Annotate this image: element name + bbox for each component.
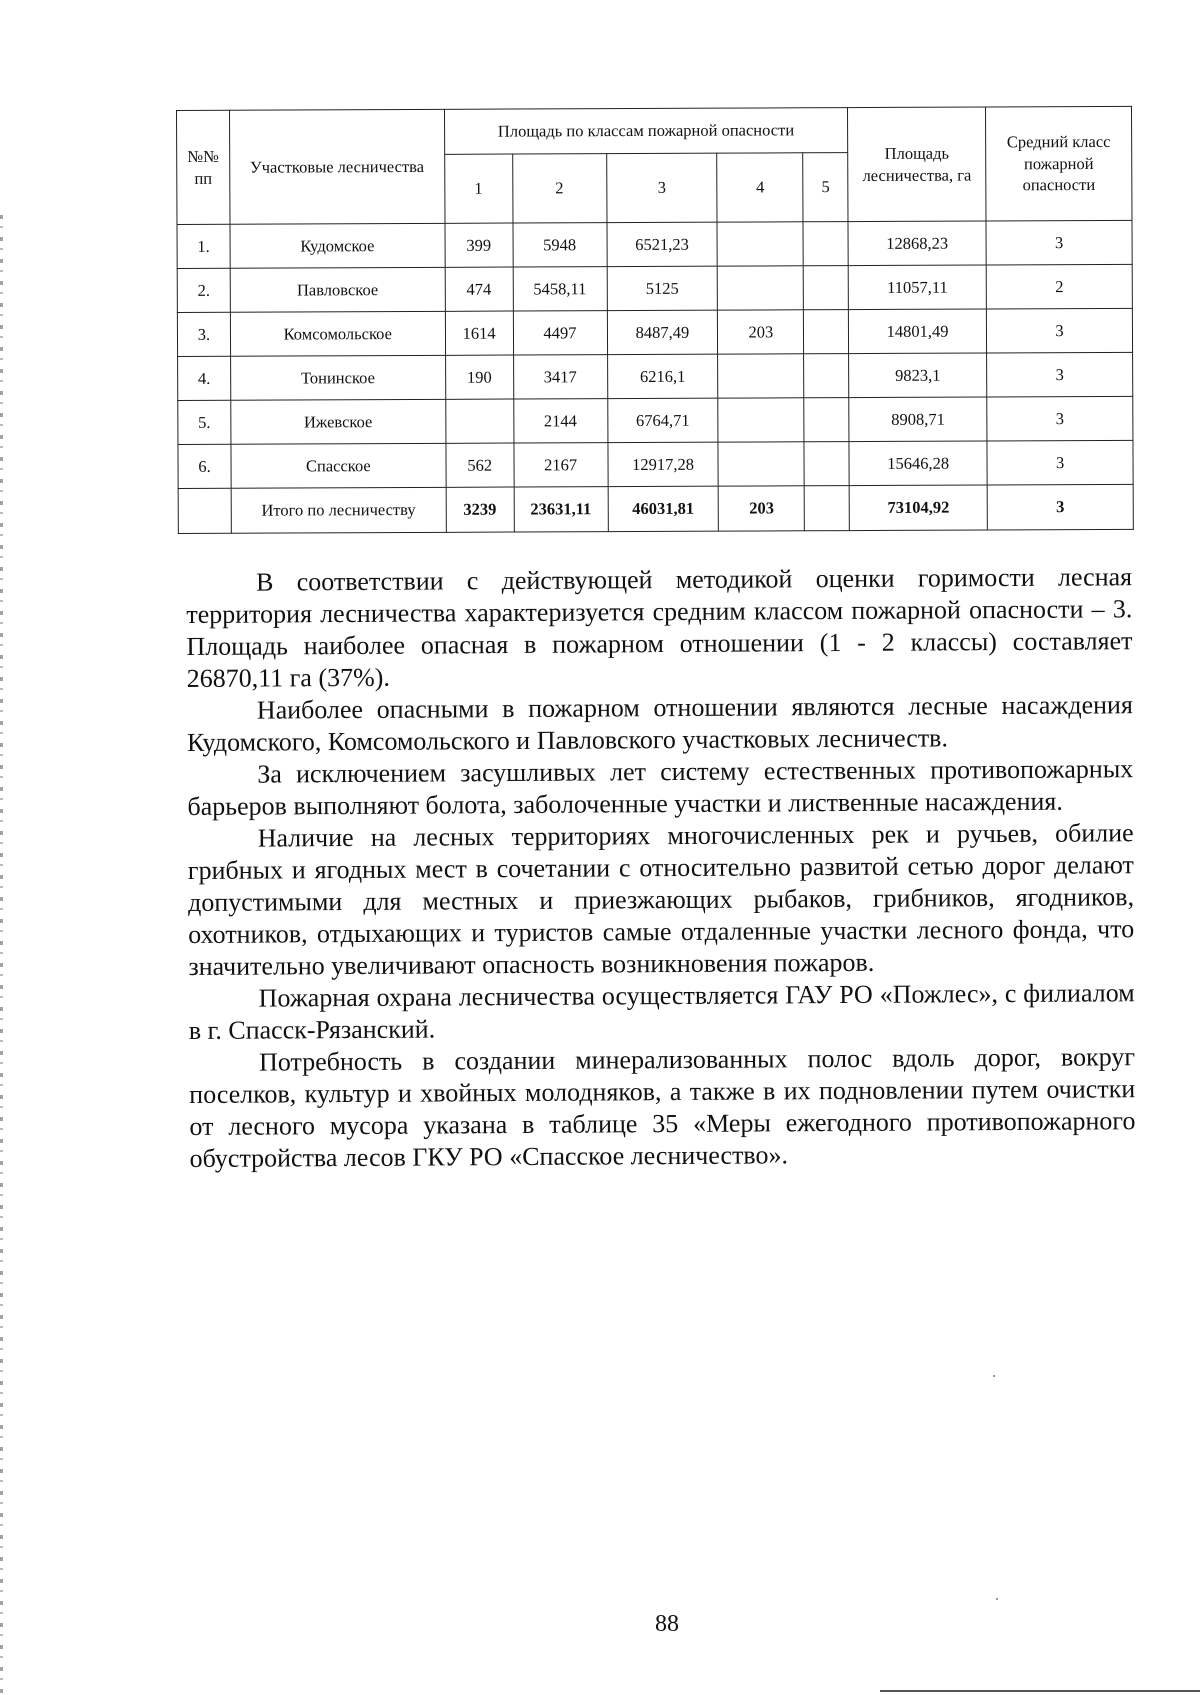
header-num: №№ пп <box>177 110 230 224</box>
table-total-row <box>178 484 1133 533</box>
cell-class-2: 5948 <box>513 223 607 267</box>
cell-name: Спасское <box>231 443 446 488</box>
header-name: Участковые лесничества <box>229 109 444 224</box>
paragraph: Наиболее опасными в пожарном отношении являются лесные насаждения Кудомского, Комсомольского и Павловского участковых лесничеств. <box>186 690 1133 757</box>
total-class-1: 3239 <box>446 487 514 532</box>
header-class-4: 4 <box>717 153 803 222</box>
total-class-3: 46031,81 <box>608 486 719 531</box>
cell-class-4 <box>717 222 803 266</box>
total-class-2: 23631,11 <box>514 487 608 532</box>
cell-class-1: 190 <box>445 355 513 399</box>
table-row <box>178 352 1133 400</box>
cell-class-4 <box>718 442 804 486</box>
paragraph: Наличие на лесных территориях многочисленных рек и ручьев, обилие грибных и ягодных мест в сочетании с относительно развитой сетью дорог делают допустимыми для местных и приезжающих рыбаков, грибников, ягодников, охотников, отдыхающих и туристов самые отдаленные участки лесного фонда, что значительно увеличивают опасность возникновения пожаров. <box>187 818 1135 981</box>
cell-avg: 3 <box>987 396 1133 441</box>
table-row <box>177 220 1132 268</box>
cell-class-4 <box>718 398 804 442</box>
cell-name: Тонинское <box>230 355 445 400</box>
total-avg: 3 <box>987 484 1133 530</box>
cell-avg: 3 <box>987 440 1133 485</box>
total-class-5 <box>804 486 849 531</box>
cell-avg: 3 <box>986 220 1132 265</box>
total-num <box>178 488 231 533</box>
scan-speck <box>996 1598 998 1600</box>
cell-class-2: 5458,11 <box>513 267 607 311</box>
total-label: Итого по лесничеству <box>231 487 446 533</box>
table-header-row <box>177 106 1132 155</box>
scan-edge-artifact <box>0 215 3 1695</box>
header-classes-group: Площадь по классам пожарной опасности <box>444 108 848 155</box>
cell-class-1: 1614 <box>445 311 513 355</box>
page-number: 88 <box>655 1611 679 1637</box>
cell-avg: 3 <box>987 352 1133 397</box>
cell-name: Кудомское <box>230 223 445 268</box>
cell-area: 8908,71 <box>849 397 987 442</box>
total-area: 73104,92 <box>849 485 987 531</box>
cell-class-5 <box>803 266 848 310</box>
cell-avg: 3 <box>986 308 1132 353</box>
scan-bottom-edge <box>880 1690 1200 1692</box>
header-class-5: 5 <box>803 153 848 222</box>
cell-num: 3. <box>177 312 230 356</box>
paragraph: В соответствии с действующей методикой оценки горимости лесная территория лесничества характеризуется средним классом пожарной опасности – 3. Площадь наиболее опасная в пожарном отношении (1 - 2 классы) составляет 26870,11 га (37%). <box>186 562 1133 693</box>
table-row <box>177 264 1132 312</box>
cell-num: 2. <box>177 268 230 312</box>
cell-class-1 <box>445 399 513 443</box>
paragraph: За исключением засушливых лет систему естественных противопожарных барьеров выполняют болота, заболоченные участки и лиственные насаждения. <box>187 754 1134 821</box>
cell-class-3: 6216,1 <box>607 354 718 398</box>
cell-class-1: 474 <box>445 267 513 311</box>
cell-class-3: 6764,71 <box>607 398 718 442</box>
cell-num: 6. <box>178 444 231 488</box>
cell-class-5 <box>803 222 848 266</box>
cell-class-4 <box>718 354 804 398</box>
cell-area: 11057,11 <box>848 265 986 310</box>
table-row <box>178 396 1133 444</box>
cell-num: 4. <box>178 356 231 400</box>
cell-class-2: 2167 <box>514 443 608 487</box>
cell-name: Ижевское <box>231 399 446 444</box>
cell-class-3: 5125 <box>607 266 718 310</box>
cell-num: 1. <box>177 224 230 268</box>
cell-num: 5. <box>178 400 231 444</box>
scan-speck <box>993 1375 995 1377</box>
table-row <box>178 440 1133 488</box>
cell-class-5 <box>804 442 849 486</box>
cell-class-2: 4497 <box>513 311 607 355</box>
cell-area: 9823,1 <box>849 353 987 398</box>
cell-class-2: 2144 <box>513 399 607 443</box>
cell-class-3: 8487,49 <box>607 310 718 354</box>
total-class-4: 203 <box>719 486 805 531</box>
cell-class-2: 3417 <box>513 355 607 399</box>
header-class-2: 2 <box>512 154 606 223</box>
cell-name: Павловское <box>230 267 445 312</box>
cell-class-3: 12917,28 <box>607 442 718 486</box>
cell-class-1: 399 <box>445 223 513 267</box>
paragraph: Пожарная охрана лесничества осуществляется ГАУ РО «Пожлес», с филиалом в г. Спасск-Рязанский. <box>188 978 1135 1045</box>
cell-avg: 2 <box>986 264 1132 309</box>
cell-area: 14801,49 <box>849 309 987 354</box>
cell-class-1: 562 <box>446 443 514 487</box>
header-avg-class: Средний класс пожарной опасности <box>986 106 1132 221</box>
body-text <box>186 561 1136 1175</box>
header-class-3: 3 <box>606 153 717 222</box>
cell-class-5 <box>804 310 849 354</box>
cell-class-5 <box>804 354 849 398</box>
cell-area: 15646,28 <box>849 441 987 486</box>
header-area: Площадь лесничества, га <box>848 107 986 222</box>
cell-class-4 <box>718 266 804 310</box>
table-row <box>177 308 1132 356</box>
cell-area: 12868,23 <box>848 221 986 266</box>
paragraph: Потребность в создании минерализованных полос вдоль дорог, вокруг поселков, культур и хвойных молодняков, а также в их подновлении путем очистки от лесного мусора указана в таблице 35 «Меры ежегодного противопожарного обустройства лесов ГКУ РО «Спасское лесничество». <box>189 1042 1136 1173</box>
cell-name: Комсомольское <box>230 311 445 356</box>
cell-class-5 <box>804 398 849 442</box>
cell-class-4: 203 <box>718 310 804 354</box>
cell-class-3: 6521,23 <box>607 222 718 266</box>
fire-danger-table <box>176 106 1134 534</box>
header-class-1: 1 <box>444 154 512 223</box>
